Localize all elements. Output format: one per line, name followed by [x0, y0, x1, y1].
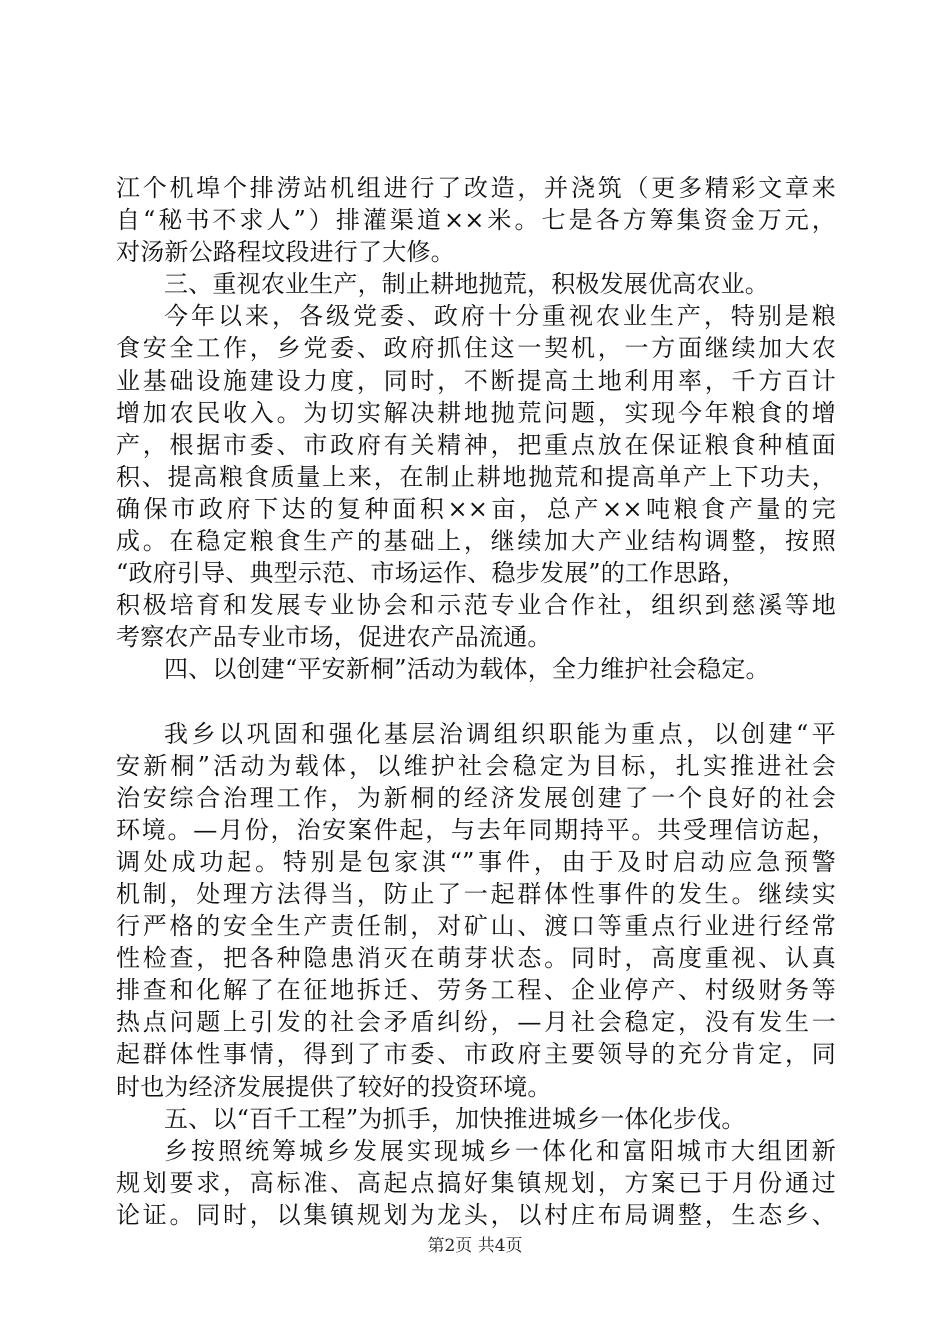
text-line: 性检查，把各种隐患消灭在萌芽状态。同时，高度重视、认真	[116, 944, 836, 973]
text-line: 热点问题上引发的社会矛盾纠纷，—月社会稳定，没有发生一	[116, 1008, 836, 1037]
text-line: 规划要求，高标准、高起点搞好集镇规划，方案已于月份通过	[116, 1168, 836, 1197]
text-line: 增加农民收入。为切实解决耕地抛荒问题，实现今年粮食的增	[116, 398, 836, 427]
text-line: 我乡以巩固和强化基层治调组织职能为重点，以创建“平	[164, 719, 836, 748]
paragraph-gap	[116, 686, 836, 718]
text-line: 今年以来，各级党委、政府十分重视农业生产，特别是粮	[164, 302, 836, 331]
text-line: 食安全工作，乡党委、政府抓住这一契机，一方面继续加大农	[116, 334, 836, 363]
text-line: 确保市政府下达的复种面积××亩，总产××吨粮食产量的完	[116, 494, 836, 523]
text-line: 治安综合治理工作，为新桐的经济发展创建了一个良好的社会	[116, 783, 836, 812]
text-line: 调处成功起。特别是包家淇“”事件，由于及时启动应急预警	[116, 847, 836, 876]
section-heading-4: 四、以创建“平安新桐”活动为载体，全力维护社会稳定。	[164, 655, 770, 684]
text-line: 机制，处理方法得当，防止了一起群体性事件的发生。继续实	[116, 879, 836, 908]
text-line: 对汤新公路程坟段进行了大修。	[116, 238, 455, 267]
text-line: 业基础设施建设力度，同时，不断提高土地利用率，千方百计	[116, 366, 836, 395]
text-line: 乡按照统筹城乡发展实现城乡一体化和富阳城市大组团新	[164, 1136, 836, 1165]
text-line: 积、提高粮食质量上来，在制止耕地抛荒和提高单产上下功夫，	[116, 462, 836, 491]
text-line: 论证。同时，以集镇规划为龙头，以村庄布局调整，生态乡、	[116, 1200, 836, 1229]
section-heading-5: 五、以“百千工程”为抓手，加快推进城乡一体化步伐。	[164, 1104, 746, 1133]
text-line: 积极培育和发展专业协会和示范专业合作社，组织到慈溪等地	[116, 591, 836, 620]
text-line: 江个机埠个排涝站机组进行了改造，并浇筑（更多精彩文章来	[116, 174, 836, 202]
text-line: 成。在稳定粮食生产的基础上，继续加大产业结构调整，按照	[116, 527, 836, 556]
text-line: 环境。—月份，治安案件起，与去年同期持平。共受理信访起，	[116, 815, 836, 844]
text-line: 排查和化解了在征地拆迁、劳务工程、企业停产、村级财务等	[116, 976, 836, 1005]
document-body	[116, 172, 836, 1231]
section-heading-3: 三、重视农业生产，制止耕地抛荒，积极发展优高农业。	[164, 270, 769, 299]
text-line: 起群体性事情，得到了市委、市政府主要领导的充分肯定，同	[116, 1040, 836, 1069]
text-line: “政府引导、典型示范、市场运作、稳步发展”的工作思路，	[116, 559, 746, 588]
text-line: 自“秘书不求人”）排灌渠道××米。七是各方筹集资金万元，	[116, 206, 836, 235]
text-line: 安新桐”活动为载体，以维护社会稳定为目标，扎实推进社会	[116, 751, 836, 780]
text-line: 产，根据市委、市政府有关精神，把重点放在保证粮食种植面	[116, 430, 836, 459]
page-number-footer: 第2页 共4页	[427, 1236, 523, 1256]
text-line: 时也为经济发展提供了较好的投资环境。	[116, 1072, 552, 1101]
text-line: 行严格的安全生产责任制，对矿山、渡口等重点行业进行经常	[116, 912, 836, 941]
text-line: 考察农产品专业市场，促进农产品流通。	[116, 623, 552, 652]
